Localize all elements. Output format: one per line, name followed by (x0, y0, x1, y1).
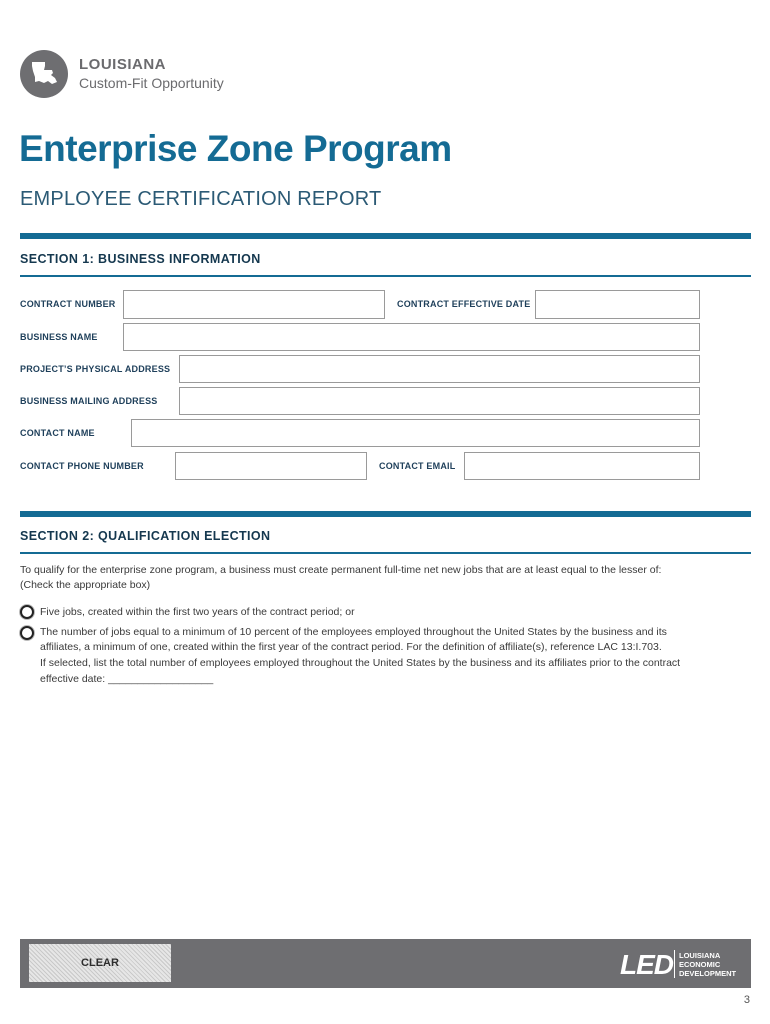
option-ten-percent-radio[interactable] (20, 626, 34, 640)
contract-number-label: CONTRACT NUMBER (20, 299, 116, 309)
brand-name: LOUISIANA (79, 56, 166, 73)
option-ten-percent-line3: If selected, list the total number of employees employed throughout the United States by the business and its affiliates prior to the contract (40, 657, 681, 669)
mailing-address-label: BUSINESS MAILING ADDRESS (20, 396, 158, 406)
section1-top-rule (20, 233, 751, 239)
footer-bar (20, 939, 751, 988)
page-subtitle: EMPLOYEE CERTIFICATION REPORT (20, 188, 382, 210)
led-line-1: LOUISIANA (679, 951, 721, 960)
option-five-jobs-label: Five jobs, created within the first two years of the contract period; or (40, 606, 355, 618)
contact-phone-field[interactable] (175, 452, 367, 480)
contract-effective-date-label: CONTRACT EFFECTIVE DATE (397, 299, 531, 309)
section2-title: SECTION 2: QUALIFICATION ELECTION (20, 529, 271, 543)
section2-top-rule (20, 511, 751, 517)
physical-address-label: PROJECT’S PHYSICAL ADDRESS (20, 364, 171, 374)
led-logo-text (679, 951, 736, 978)
led-logo-divider (674, 950, 675, 978)
section2-bottom-rule (20, 552, 751, 554)
section1-bottom-rule (20, 275, 751, 277)
physical-address-field[interactable] (179, 355, 700, 383)
contact-phone-label: CONTACT PHONE NUMBER (20, 461, 144, 471)
contact-name-label: CONTACT NAME (20, 428, 95, 438)
contact-email-field[interactable] (464, 452, 700, 480)
business-name-label: BUSINESS NAME (20, 332, 98, 342)
qualification-intro: To qualify for the enterprise zone program, a business must create permanent full-time net new jobs that are at least equal to the lesser of: (20, 564, 662, 576)
business-name-field[interactable] (123, 323, 700, 351)
mailing-address-field[interactable] (179, 387, 700, 415)
led-logo-mark: LED (620, 949, 673, 980)
clear-button[interactable]: CLEAR (29, 944, 171, 982)
led-line-3: DEVELOPMENT (679, 969, 737, 978)
option-ten-percent-line1: The number of jobs equal to a minimum of 10 percent of the employees employed throughout the United States by the business and its (40, 626, 667, 638)
page-number: 3 (743, 994, 750, 1006)
louisiana-logo (20, 50, 68, 98)
option-ten-percent-line2: affiliates, a minimum of one, created within the first year of the contract period. For the definition of affiliate(s), reference LAC 13:I.703. (40, 641, 662, 653)
page-title: Enterprise Zone Program (19, 128, 452, 169)
section1-title: SECTION 1: BUSINESS INFORMATION (20, 252, 261, 266)
contact-email-label: CONTACT EMAIL (379, 461, 456, 471)
effective-date-employee-count[interactable]: effective date: __________________ (40, 673, 214, 685)
contact-name-field[interactable] (131, 419, 700, 447)
contract-effective-date-field[interactable] (535, 290, 700, 319)
qualification-instruction: (Check the appropriate box) (20, 579, 151, 591)
led-line-2: ECONOMIC (679, 960, 721, 969)
louisiana-state-icon (30, 61, 58, 85)
contract-number-field[interactable] (123, 290, 385, 319)
brand-tagline: Custom-Fit Opportunity (79, 75, 224, 91)
option-five-jobs-radio[interactable] (20, 605, 34, 619)
